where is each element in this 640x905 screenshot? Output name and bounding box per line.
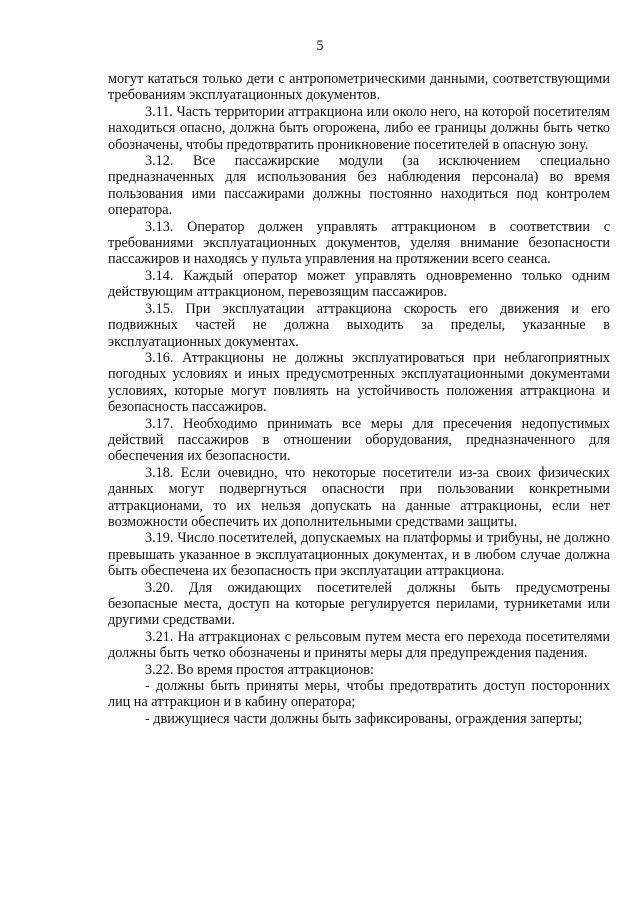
paragraph: 3.18. Если очевидно, что некоторые посетители из-за своих физических данных могут подвергнуться опасности при пользовании конкретными аттракционами, то их нельзя допускать на данные аттракционы, если нет возможности обеспечить их дополнительными средствами защиты. (108, 464, 610, 530)
paragraph: 3.17. Необходимо принимать все меры для пресечения недопустимых действий пассажиров в отношении оборудования, предназначенного для обеспечения их безопасности. (108, 415, 610, 465)
paragraph: 3.20. Для ожидающих посетителей должны быть предусмотрены безопасные места, доступ на которые регулируется перилами, турникетами или другими средствами. (108, 579, 610, 629)
paragraph: 3.19. Число посетителей, допускаемых на платформы и трибуны, не должно превышать указанное в эксплуатационных документах, и в любом случае должна быть обеспечена их безопасность при эксплуатации аттракциона. (108, 530, 610, 580)
paragraph: - движущиеся части должны быть зафиксированы, ограждения заперты; (145, 710, 583, 727)
paragraph: 3.16. Аттракционы не должны эксплуатироваться при неблагоприятных погодных условиях и иных предусмотренных эксплуатационными документами условиях, которые могут повлиять на устойчивость положения аттракциона и безопасность пассажиров. (108, 349, 610, 416)
paragraph: 3.14. Каждый оператор может управлять одновременно только одним действующим аттракционом, перевозящим пассажиров. (108, 267, 610, 301)
paragraph: 3.12. Все пассажирские модули (за исключением специально предназначенных для использования без наблюдения персонала) во время пользования ими пассажирами должны постоянно находиться под контролем оператора. (108, 153, 610, 219)
paragraph: - должны быть приняты меры, чтобы предотвратить доступ посторонних лиц на аттракцион и в кабину оператора; (108, 678, 610, 711)
paragraph: 3.21. На аттракционах с рельсовым путем места его перехода посетителями должны быть четко обозначены и приняты меры для предупреждения падения. (108, 628, 610, 662)
paragraph: 3.11. Часть территории аттракциона или около него, на которой посетителям находиться опасно, должна быть огорожена, либо ее границы должны быть четко обозначены, чтобы предотвратить проникновение посетителей в опасную зону. (108, 103, 610, 153)
paragraph: 3.22. Во время простоя аттракционов: (145, 661, 374, 678)
paragraph: 3.13. Оператор должен управлять аттракционом в соответствии с требованиями эксплуатационных документов, уделяя внимание безопасности пассажиров и находясь у пульта управления на протяжении всего сеанса. (108, 218, 610, 268)
paragraph: могут кататься только дети с антропометрическими данными, соответствующими требованиям эксплуатационных документов. (108, 71, 610, 104)
paragraph: 3.15. При эксплуатации аттракциона скорость его движения и его подвижных частей не должна выходить за пределы, указанные в эксплуатационных документах. (108, 300, 610, 350)
body-text (108, 71, 610, 727)
page-number: 5 (316, 38, 324, 54)
